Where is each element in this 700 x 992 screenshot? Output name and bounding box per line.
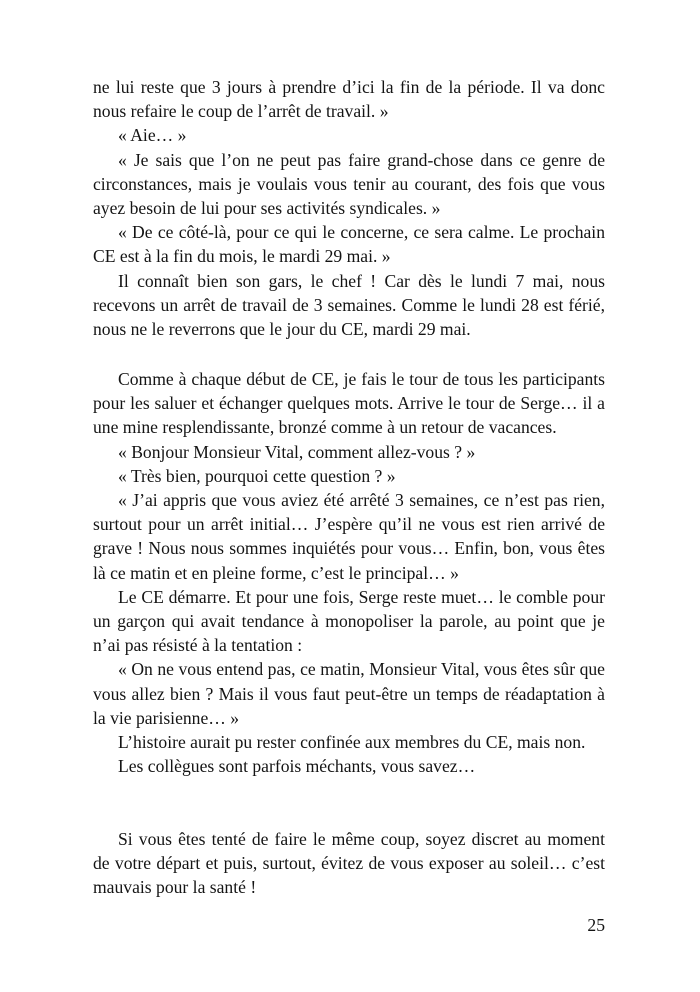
paragraph: « Aie… » <box>118 125 187 146</box>
paragraph: Comme à chaque début de CE, je fais le tour de tous les participants pour les saluer et échanger quelques mots. Arrive le tour de Serge… il a une mine resplendissante, bronzé comme à un retour de vacances. <box>93 369 605 438</box>
paragraph: « Je sais que l’on ne peut pas faire grand-chose dans ce genre de circonstances, mais je voulais vous tenir au courant, des fois que vous ayez besoin de lui pour ses activités syndicales. » <box>93 149 605 219</box>
text-section-3 <box>93 827 605 900</box>
paragraph: « J’ai appris que vous aviez été arrêté 3 semaines, ce n’est pas rien, surtout pour un arrêt initial… J’espère qu’il ne vous est rien arrivé de grave ! Nous nous sommes inquiétés pour vous… Enfin, bon, vous êtes là ce matin et en pleine forme, c’est le principal… » <box>93 490 605 583</box>
paragraph: Les collègues sont parfois méchants, vous savez… <box>118 756 476 777</box>
paragraph: L’histoire aurait pu rester confinée aux membres du CE, mais non. <box>118 732 586 753</box>
paragraph: « Très bien, pourquoi cette question ? » <box>118 465 396 486</box>
paragraph: Il connaît bien son gars, le chef ! Car dès le lundi 7 mai, nous recevons un arrêt de travail de 3 semaines. Comme le lundi 28 est férié, nous ne le reverrons que le jour du CE, mardi 29 mai. <box>93 270 605 340</box>
paragraph: « Bonjour Monsieur Vital, comment allez-vous ? » <box>118 441 476 462</box>
paragraph: ne lui reste que 3 jours à prendre d’ici la fin de la période. Il va donc nous refaire le coup de l’arrêt de travail. » <box>93 77 605 122</box>
paragraph: Le CE démarre. Et pour une fois, Serge reste muet… le comble pour un garçon qui avait tendance à monopoliser la parole, au point que je n’ai pas résisté à la tentation : <box>93 586 605 656</box>
page-number: 25 <box>587 915 605 935</box>
text-section-1 <box>93 75 605 341</box>
paragraph: « De ce côté-là, pour ce qui le concerne, ce sera calme. Le prochain CE est à la fin du mois, le mardi 29 mai. » <box>93 222 605 267</box>
text-section-2 <box>93 367 605 778</box>
paragraph: Si vous êtes tenté de faire le même coup, soyez discret au moment de votre départ et puis, surtout, évitez de vous exposer au soleil… c’est mauvais pour la santé ! <box>93 829 605 898</box>
paragraph: « On ne vous entend pas, ce matin, Monsieur Vital, vous êtes sûr que vous allez bien ? Mais il vous faut peut-être un temps de réadaptation à la vie parisienne… » <box>93 659 605 728</box>
